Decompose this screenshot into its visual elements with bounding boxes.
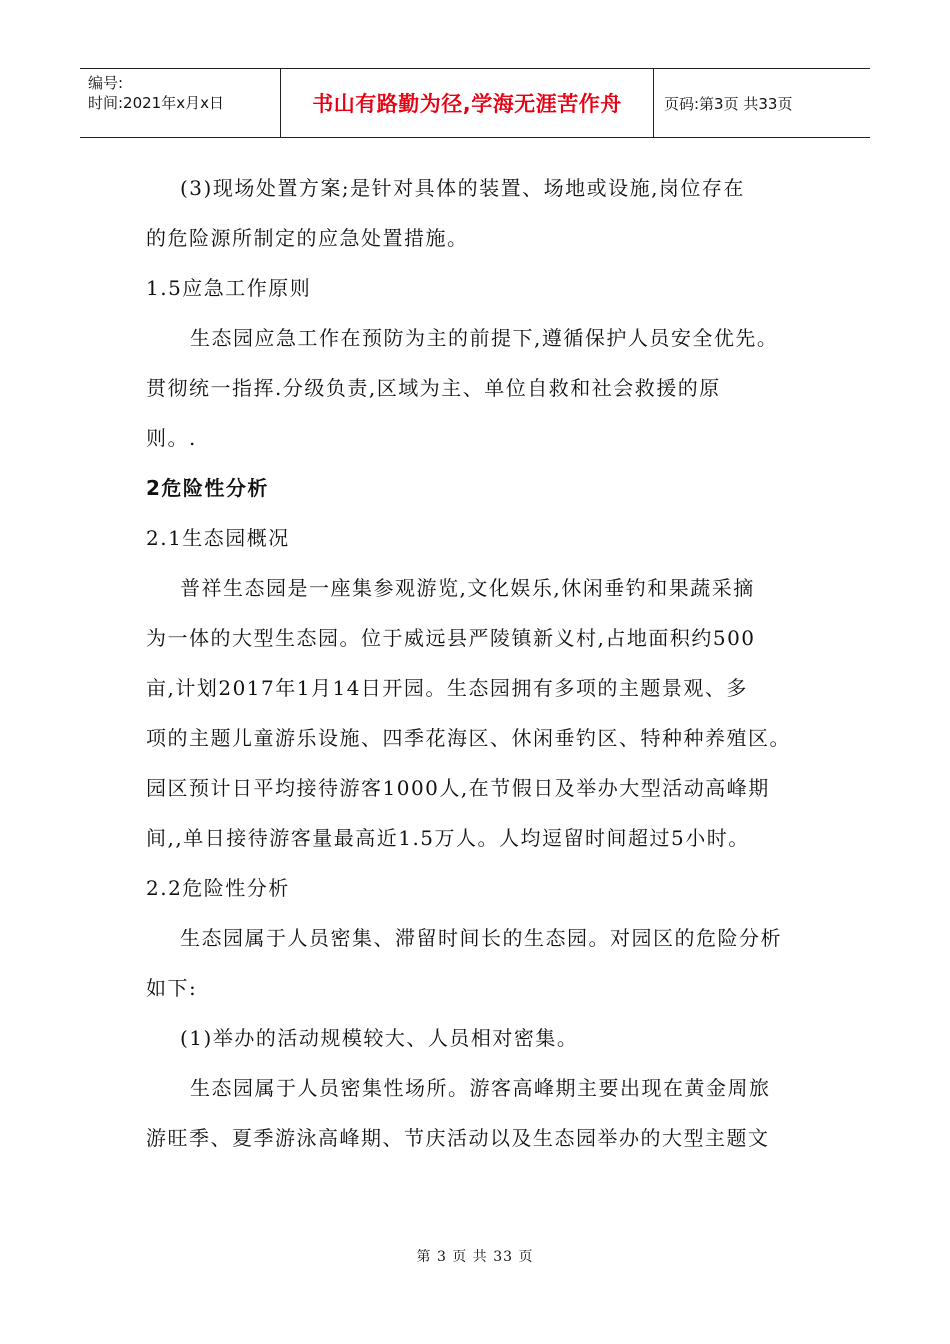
paragraph-line: 间,,单日接待游客量最高近1.5万人。人均逗留时间超过5小时。 [146, 826, 750, 850]
paragraph-line: 的危险源所制定的应急处置措施。 [146, 226, 469, 250]
paragraph-line: 则。. [146, 426, 197, 450]
page-footer: 第 3 页 共 33 页 [416, 1249, 534, 1265]
section-heading-2-1: 2.1生态园概况 [146, 526, 290, 550]
paragraph-line: 游旺季、夏季游泳高峰期、节庆活动以及生态园举办的大型主题文 [146, 1126, 770, 1150]
paragraph-line: 园区预计日平均接待游客1000人,在节假日及举办大型活动高峰期 [146, 776, 770, 800]
paragraph-line: 项的主题儿童游乐设施、四季花海区、休闲垂钓区、特种种养殖区。 [146, 726, 791, 750]
paragraph-line: 贯彻统一指挥.分级负责,区域为主、单位自救和社会救援的原 [146, 376, 721, 400]
paragraph-line: 如下: [146, 976, 198, 1000]
paragraph-line: 亩,计划2017年1月14日开园。生态园拥有多项的主题景观、多 [146, 676, 748, 700]
paragraph-line: 生态园属于人员密集、滞留时间长的生态园。对园区的危险分析 [180, 926, 782, 950]
paragraph-line: 普祥生态园是一座集参观游览,文化娱乐,休闲垂钓和果蔬采摘 [180, 576, 755, 600]
list-item-line: (1)举办的活动规模较大、人员相对密集。 [180, 1026, 579, 1050]
header-motto: 书山有路勤为径,学海无涯苦作舟 [281, 69, 654, 137]
paragraph-line: 生态园属于人员密集性场所。游客高峰期主要出现在黄金周旅 [190, 1076, 771, 1100]
header-meta [80, 69, 281, 137]
document-date-label: 时间:2021年x月x日 [88, 94, 224, 112]
section-heading-1-5: 1.5应急工作原则 [146, 276, 312, 300]
page-header [80, 68, 870, 138]
paragraph-line: 为一体的大型生态园。位于威远县严陵镇新义村,占地面积约500 [146, 626, 756, 650]
paragraph-line: 生态园应急工作在预防为主的前提下,遵循保护人员安全优先。 [190, 326, 779, 350]
document-number-label: 编号: [88, 74, 124, 92]
paragraph-line: (3)现场处置方案;是针对具体的装置、场地或设施,岗位存在 [180, 176, 745, 200]
section-heading-2: 2危险性分析 [146, 476, 269, 500]
header-page-info: 页码:第3页 共33页 [664, 94, 793, 113]
section-heading-2-2: 2.2危险性分析 [146, 876, 290, 900]
